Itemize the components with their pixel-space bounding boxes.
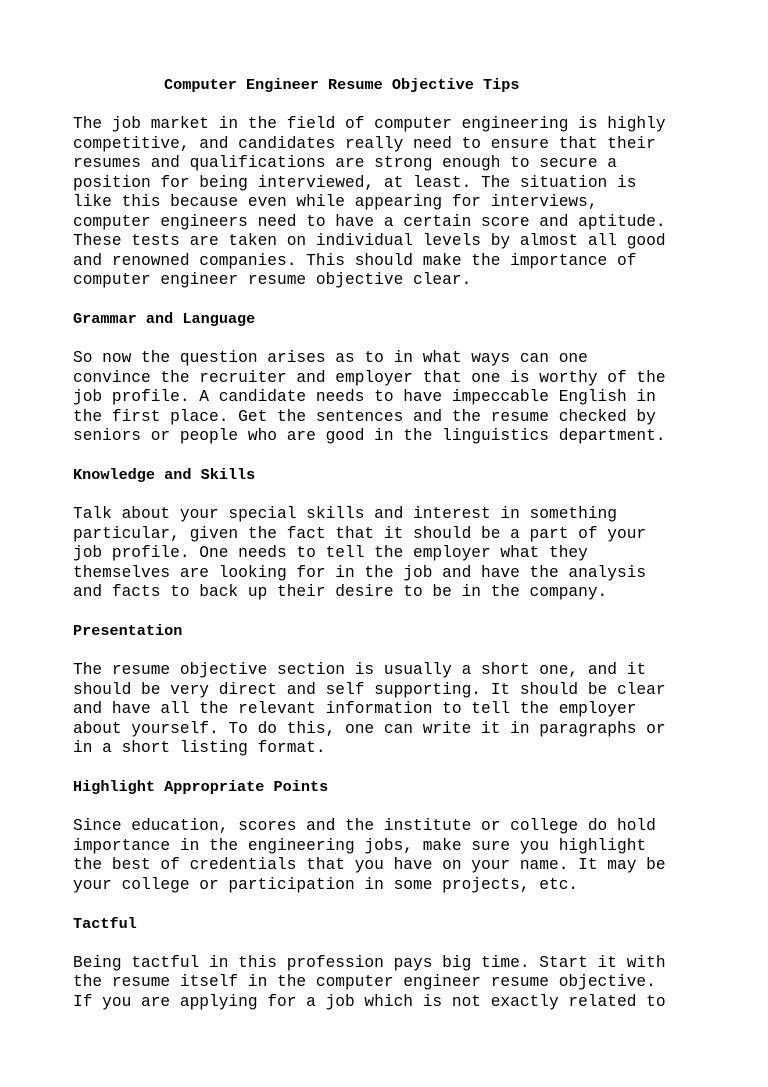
paragraph-line: and facts to back up their desire to be in the company. — [73, 583, 608, 601]
paragraph-line: themselves are looking for in the job and have the analysis — [73, 563, 647, 582]
paragraph-line: competitive, and candidates really need to ensure that their — [73, 134, 656, 153]
section-paragraph-highlight — [73, 817, 713, 895]
section-paragraph-grammar — [73, 349, 713, 447]
section-paragraph-presentation — [73, 661, 713, 759]
paragraph-line: job profile. One needs to tell the employer what they — [73, 544, 588, 562]
paragraph-line: seniors or people who are good in the linguistics department. — [73, 427, 666, 445]
section-heading-highlight: Highlight Appropriate Points — [73, 778, 329, 796]
paragraph-line: resumes and qualifications are strong enough to secure a — [73, 154, 617, 172]
paragraph-line: Since education, scores and the institute or college do hold — [73, 817, 656, 835]
paragraph-line: should be very direct and self supporting. It should be clear — [73, 680, 666, 699]
section-heading-grammar: Grammar and Language — [73, 310, 256, 328]
document-body — [73, 76, 713, 1012]
paragraph-line: computer engineer resume objective clear. — [73, 271, 472, 289]
section-heading-tactful: Tactful — [73, 914, 137, 933]
paragraph-line: in a short listing format. — [73, 739, 326, 757]
paragraph-line: and renowned companies. This should make the importance of — [73, 251, 637, 270]
paragraph-line: Talk about your special skills and interest in something — [73, 505, 617, 523]
paragraph-line: importance in the engineering jobs, make sure you highlight — [73, 836, 647, 855]
paragraph-line: So now the question arises as to in what ways can one — [73, 349, 588, 367]
paragraph-line: the resume itself in the computer engineer resume objective. — [73, 973, 656, 991]
section-heading-knowledge: Knowledge and Skills — [73, 466, 256, 484]
paragraph-line: particular, given the fact that it should be a part of your — [73, 524, 647, 543]
paragraph-line: Being tactful in this profession pays big time. Start it with — [73, 953, 666, 972]
paragraph-line: your college or participation in some projects, etc. — [73, 875, 579, 894]
section-paragraph-knowledge — [73, 505, 713, 603]
paragraph-line: about yourself. To do this, one can write it in paragraphs or — [73, 719, 666, 738]
section-paragraph-tactful — [73, 954, 713, 1013]
paragraph-line: computer engineers need to have a certain score and aptitude. — [73, 212, 666, 231]
section-heading-presentation: Presentation — [73, 622, 183, 640]
paragraph-line: and have all the relevant information to tell the employer — [73, 700, 637, 718]
paragraph-line: the first place. Get the sentences and the resume checked by — [73, 407, 656, 426]
paragraph-line: position for being interviewed, at least. The situation is — [73, 173, 637, 192]
paragraph-line: If you are applying for a job which is not exactly related to — [73, 992, 666, 1011]
paragraph-line: job profile. A candidate needs to have impeccable English in — [73, 388, 656, 406]
paragraph-line: convince the recruiter and employer that one is worthy of the — [73, 368, 666, 387]
paragraph-line: the best of credentials that you have on your name. It may be — [73, 856, 666, 874]
page-title: Computer Engineer Resume Objective Tips — [164, 76, 520, 94]
paragraph-line: These tests are taken on individual levels by almost all good — [73, 232, 666, 250]
paragraph-line: The resume objective section is usually a short one, and it — [73, 661, 647, 679]
paragraph-line: The job market in the field of computer engineering is highly — [73, 115, 666, 133]
paragraph-line: like this because even while appearing for interviews, — [73, 193, 598, 211]
intro-paragraph — [73, 115, 713, 291]
